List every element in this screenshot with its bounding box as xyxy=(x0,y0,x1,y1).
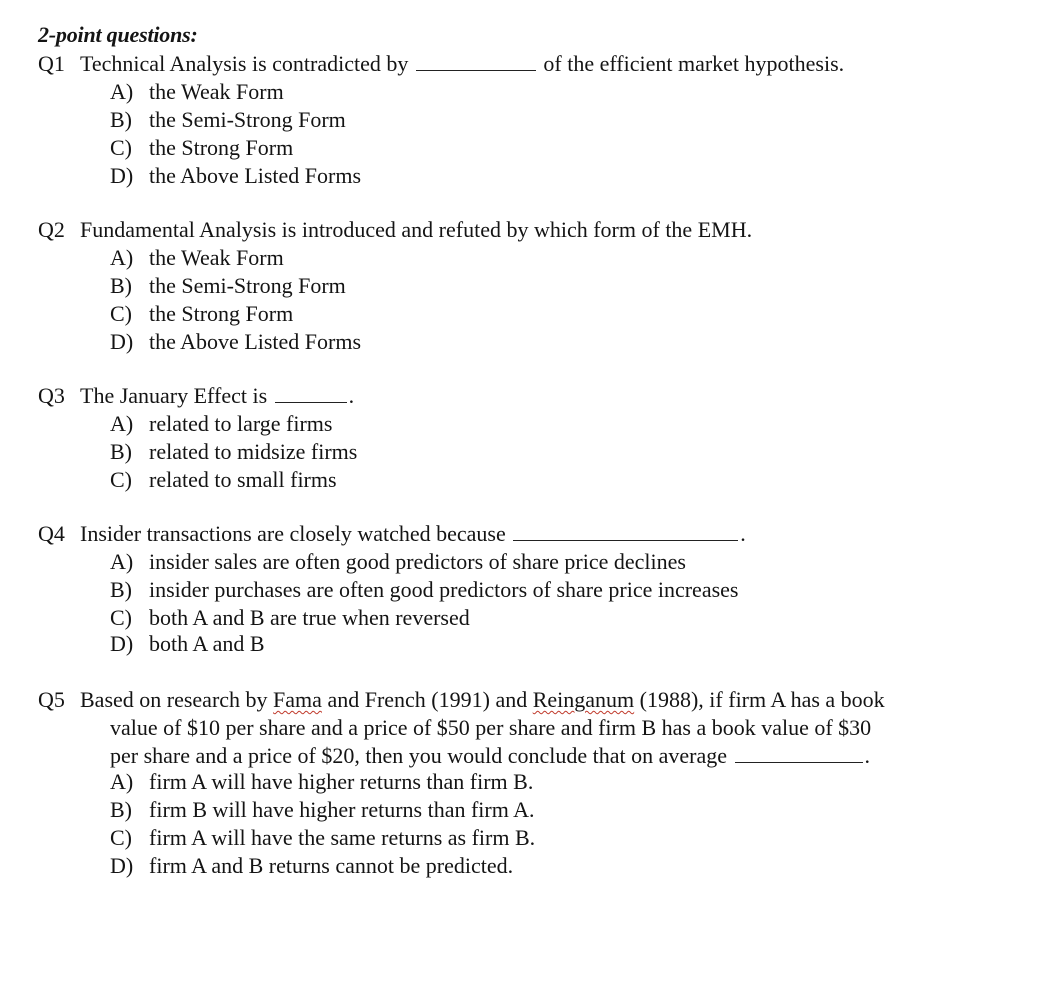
option-letter: C) xyxy=(110,301,132,326)
question-text-continued: . xyxy=(864,743,870,768)
option-letter: C) xyxy=(110,135,132,160)
option-text: related to small firms xyxy=(149,467,337,492)
question-text: and French (1991) and xyxy=(327,687,528,712)
option-text: the Semi-Strong Form xyxy=(149,107,346,132)
answer-blank xyxy=(275,382,347,403)
question-text-continued: . xyxy=(348,383,355,408)
option-text: the Strong Form xyxy=(149,135,294,160)
answer-blank xyxy=(513,520,738,541)
question-label: Q5 xyxy=(38,687,65,712)
option-text: both A and B are true when reversed xyxy=(149,605,470,630)
option-letter: C) xyxy=(110,825,132,850)
question-text: Technical Analysis is contradicted by xyxy=(80,51,409,76)
question-text: per share and a price of $20, then you would conclude that on average xyxy=(110,743,727,768)
question-label: Q1 xyxy=(38,51,65,76)
option-text: firm A will have the same returns as firm B. xyxy=(149,825,536,850)
question-label: Q3 xyxy=(38,383,65,408)
option-text: both A and B xyxy=(149,631,265,656)
option-letter: A) xyxy=(110,769,134,794)
option-letter: B) xyxy=(110,439,132,464)
section-heading: 2-point questions: xyxy=(38,22,198,47)
question-text-continued: of the efficient market hypothesis. xyxy=(543,51,845,76)
option-text: the Semi-Strong Form xyxy=(149,273,346,298)
option-letter: C) xyxy=(110,605,132,630)
option-letter: D) xyxy=(110,163,134,188)
option-text: the Weak Form xyxy=(149,245,284,270)
question-text: Based on research by xyxy=(80,687,268,712)
author-name-reinganum: Reinganum xyxy=(532,687,635,712)
option-letter: B) xyxy=(110,107,132,132)
option-text: insider purchases are often good predictors of share price increases xyxy=(149,577,739,602)
question-label: Q2 xyxy=(38,217,65,242)
question-text: The January Effect is xyxy=(80,383,268,408)
option-letter: D) xyxy=(110,853,134,878)
option-text: firm B will have higher returns than firm A. xyxy=(149,797,535,822)
question-text: (1988), if firm A has a book xyxy=(639,687,885,712)
option-letter: B) xyxy=(110,577,132,602)
question-text: Fundamental Analysis is introduced and refuted by which form of the EMH. xyxy=(80,217,753,242)
option-letter: D) xyxy=(110,329,134,354)
option-text: firm A and B returns cannot be predicted. xyxy=(149,853,514,878)
option-letter: C) xyxy=(110,467,132,492)
option-letter: A) xyxy=(110,245,134,270)
option-text: the Above Listed Forms xyxy=(149,163,362,188)
option-text: related to midsize firms xyxy=(149,439,358,464)
answer-blank xyxy=(735,742,863,763)
option-text: firm A will have higher returns than firm B. xyxy=(149,769,534,794)
option-text: insider sales are often good predictors of share price declines xyxy=(149,549,686,574)
option-text: the Strong Form xyxy=(149,301,294,326)
question-text: Insider transactions are closely watched because xyxy=(80,521,506,546)
question-text: value of $10 per share and a price of $50 per share and firm B has a book value of $30 xyxy=(110,715,872,740)
option-text: related to large firms xyxy=(149,411,333,436)
option-letter: A) xyxy=(110,411,134,436)
option-text: the Above Listed Forms xyxy=(149,329,362,354)
option-letter: A) xyxy=(110,549,134,574)
option-letter: B) xyxy=(110,797,132,822)
option-text: the Weak Form xyxy=(149,79,284,104)
option-letter: B) xyxy=(110,273,132,298)
answer-blank xyxy=(416,50,536,71)
option-letter: D) xyxy=(110,631,134,656)
option-letter: A) xyxy=(110,79,134,104)
author-name-fama: Fama xyxy=(273,687,322,712)
question-text-continued: . xyxy=(740,521,746,546)
question-label: Q4 xyxy=(38,521,65,546)
